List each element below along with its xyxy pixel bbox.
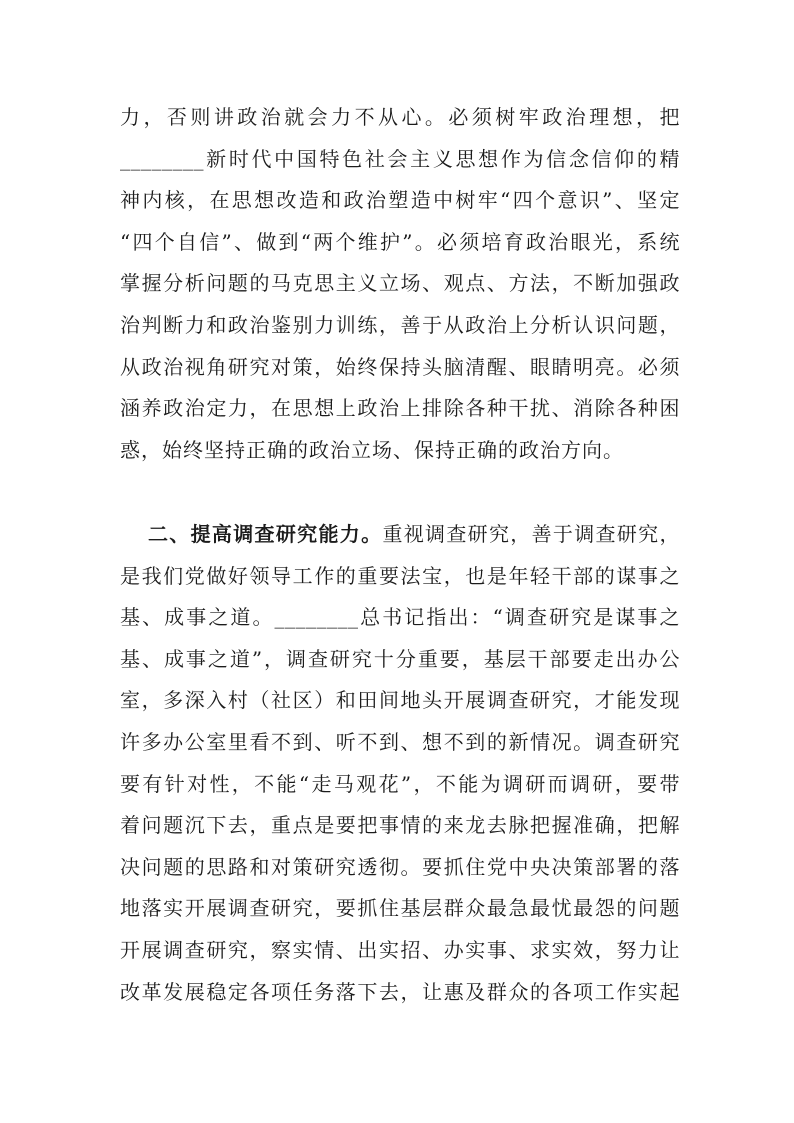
text-line: 涵养政治定力，在思想上政治上排除各种干扰、消除各种困	[120, 396, 680, 421]
text-line: 许多办公室里看不到、听不到、想不到的新情况。调查研究	[120, 729, 680, 754]
section-first-line	[148, 514, 680, 556]
text-line: 室，多深入村（社区）和田间地头开展调查研究，才能发现	[120, 688, 680, 713]
text-line: 掌握分析问题的马克思主义立场、观点、方法，不断加强政	[120, 271, 680, 296]
text-line: 开展调查研究，察实情、出实招、办实事、求实效，努力让	[120, 937, 680, 962]
text-line: 从政治视角研究对策，始终保持头脑清醒、眼睛明亮。必须	[120, 354, 680, 379]
text-line: 神内核，在思想改造和政治塑造中树牢“四个意识”、坚定	[120, 188, 680, 213]
text-line: ________新时代中国特色社会主义思想作为信念信仰的精	[120, 146, 680, 171]
paragraph-1	[120, 97, 680, 471]
text-span: 重视调查研究，善于调查研究，	[382, 522, 680, 546]
text-line: 基、成事之道”，调查研究十分重要，基层干部要走出办公	[120, 646, 680, 671]
text-line: 改革发展稳定各项任务落下去，让惠及群众的各项工作实起	[120, 979, 680, 1004]
text-line: 基、成事之道。________总书记指出：“调查研究是谋事之	[120, 605, 680, 630]
text-line: “四个自信”、做到“两个维护”。必须培育政治眼光，系统	[120, 229, 680, 254]
text-line: 地落实开展调查研究，要抓住基层群众最急最忧最怨的问题	[120, 896, 680, 921]
text-line: 要有针对性，不能“走马观花”，不能为调研而调研，要带	[120, 771, 680, 796]
section-heading: 二、提高调查研究能力。	[148, 522, 383, 546]
text-line: 力，否则讲政治就会力不从心。必须树牢政治理想，把	[120, 105, 680, 129]
text-line: 惑，始终坚持正确的政治立场、保持正确的政治方向。	[120, 437, 624, 462]
text-line: 治判断力和政治鉴别力训练，善于从政治上分析认识问题，	[120, 312, 680, 337]
text-line: 决问题的思路和对策研究透彻。要抓住党中央决策部署的落	[120, 854, 680, 879]
text-line: 是我们党做好领导工作的重要法宝，也是年轻干部的谋事之	[120, 563, 680, 588]
paragraph-2	[120, 514, 680, 1013]
text-line: 着问题沉下去，重点是要把事情的来龙去脉把握准确，把解	[120, 813, 680, 838]
